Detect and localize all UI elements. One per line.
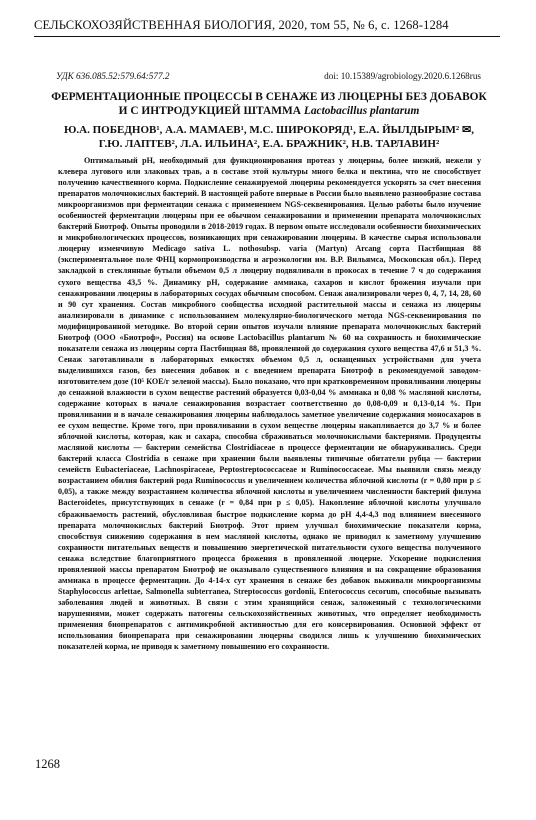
doi-link[interactable]: doi: 10.15389/agrobiology.2020.6.1268rus <box>324 71 481 81</box>
article-title <box>50 90 488 119</box>
abstract-text: Оптимальный pH, необходимый для функционирования протеаз у люцерны, более низкий, нежели у клевера лугового или злаковых трав, а в составе этой культуры много белка и пектина, что не способствует получению качественного корма. Подкисление сенажируемой люцерны рекомендуется ускорять за счет внесения препаратов молочнокислых бактерий. В настоящей работе впервые в России было выявлено разнообразие состава микроорганизмов при ферментации сенажа с применением NGS-секвенирования. Целью работы было изучение особенностей ферментации люцерны при ее обычном сенажировании и применении препарата молочнокислых бактерий Биотроф. Опыты проводили в 2018-2019 годах. В первом опыте исследовали особенности биохимических и микробиологических процессов, возникающих при сенажировании люцерны. В качестве сырья использовали люцерну изменчивую Medicago sativa L. nothosubsp. varia (Martyn) Arcang сорта Пастбищная 88 (экспериментальное поле ФНЦ кормопроизводства и агроэкологии им. В.Р. Вильямса, Московская обл.). Перед закладкой в стеклянные бутыли объемом 0,5 л люцерну подвяливали в прокосах в течение 7 ч до содержания сухого вещества 43,5 %. Динамику pH, содержание аммиака, сахаров и кислот брожения изучали при сенажировании люцерны в лабораторных сосудах обычным способом. Сенаж анализировали через 0, 4, 7, 14, 28, 60 и 90 сут хранения. Состав микробного сообщества исходной растительной массы и сенажа из люцерны анализировали в динамике с использованием молекулярно-биологического метода NGS-секвенирования по модифицированной методике. Во второй серии опытов изучали влияние препарата молочнокислых бактерий Биотроф (ООО «Биотроф», Россия) на основе Lactobacillus plantarum № 60 на сохранность и биохимические показатели сенажа из люцерны сорта Пастбищная 88, провяленной до содержания сухого вещества 47,6 и 51,3 %. Сенаж заготавливали в лабораторных емкостях объемом 0,5 л, оснащенных устройствами для учета выделившихся газов, без внесения добавок и с введением препарата Биотроф в рекомендуемой заводом-изготовителем дозе (10⁵ КОЕ/г зеленой массы). Было показано, что при кратковременном провяливании люцерны до сенажной влажности в сухом веществе растений образуется 0,03-0,04 % аммиака и 0,08 % масляной кислоты, содержание которых в начале сенажирования возрастает соответственно до 0,08-0,09 и 0,13-0,14 %. При провяливании и в начале сенажирования люцерны наблюдалось заметное увеличение содержания моносахаров в ее сухом веществе. Кроме того, при провяливании в сухом веществе люцерны накапливается до 3,7 % и более яблочной кислоты, которая, как и сахара, способна сбраживаться молочнокислыми бактериями. Продуценты масляной кислоты — бактерии семейства Clostridiaceae в процессе ферментации не обнаруживались. Среди бактерий класса Clostridia в сенаже при хранении были выявлены типичные обитатели рубца — бактерии семейств Eubacteriaceae, Lachnospiraceae, Peptostreptococcaceae и Ruminococcaceae. Мы выявили связь между возрастанием обилия бактерий рода Ruminococcus и увеличением количества яблочной кислоты (r = 0,80 при p ≤ 0,05), а также между возрастанием количества яблочной кислоты и увеличением численности бактерий филума Bacteroidetes, присутствующих в сенаже (r = 0,84 при p ≤ 0,05). Накопление яблочной кислоты улучшало сбраживаемость растений, обусловливая быстрое подкисление корма до pH 4,4-4,3 под влиянием внесенного препарата молочнокислых бактерий Биотроф. Этот прием улучшал биохимические показатели корма, способствуя снижению содержания в нем масляной кислоты, однако не приводил к заметному улучшению сохранности питательных веществ и повышению энергетической питательности сухого вещества полученного сенажа вследствие благоприятного процесса брожения в провяленной люцерне. Ускорение подкисления провяленной массы препаратом Биотроф не оказывало существенного влияния и на сокращение образования аммиака в процессе ферментации. До 4-14-х сут хранения в сенаже без добавок выживали микроорганизмы Staphylococcus arlettae, Salmonella subterranea, Streptococcus gordonii, Enterococcus cecorum, способные вызывать заболевания людей и животных. В связи с этим хранящийся сенаж, заложенный с технологическими нарушениями, может содержать патогены сельскохозяйственных животных, что определяет необходимость применения биопрепаратов с антимикробной активностью для его консервирования. Основной эффект от использования биопрепарата при сенажировании люцерны сводился лишь к улучшению биохимических показателей корма, не приводя к заметному повышению его сохранности. <box>58 156 481 652</box>
udc-code: УДК 636.085.52:579.64:577.2 <box>56 71 170 81</box>
running-title: СЕЛЬСКОХОЗЯЙСТВЕННАЯ БИОЛОГИЯ, 2020, том 55, № 6, с. 1268-1284 <box>34 18 449 32</box>
page-number: 1268 <box>35 757 60 771</box>
author-list <box>50 123 488 151</box>
article-title-main: ФЕРМЕНТАЦИОННЫЕ ПРОЦЕССЫ В СЕНАЖЕ ИЗ ЛЮЦЕРНЫ БЕЗ ДОБАВОК И С ИНТРОДУКЦИЕЙ ШТАММА <box>51 91 487 118</box>
journal-running-header <box>34 18 500 37</box>
article-title-species: Lactobacillus plantarum <box>303 105 420 118</box>
article-meta <box>56 71 481 81</box>
author-line-2: Г.Ю. ЛАПТЕВ², Л.А. ИЛЬИНА², Е.А. БРАЖНИК², Н.В. ТАРЛАВИН² <box>98 138 440 151</box>
author-line-1: Ю.А. ПОБЕДНОВ¹, А.А. МАМАЕВ¹, М.С. ШИРОКОРЯД¹, Е.А. ЙЫЛДЫРЫМ² ✉, <box>64 124 474 136</box>
